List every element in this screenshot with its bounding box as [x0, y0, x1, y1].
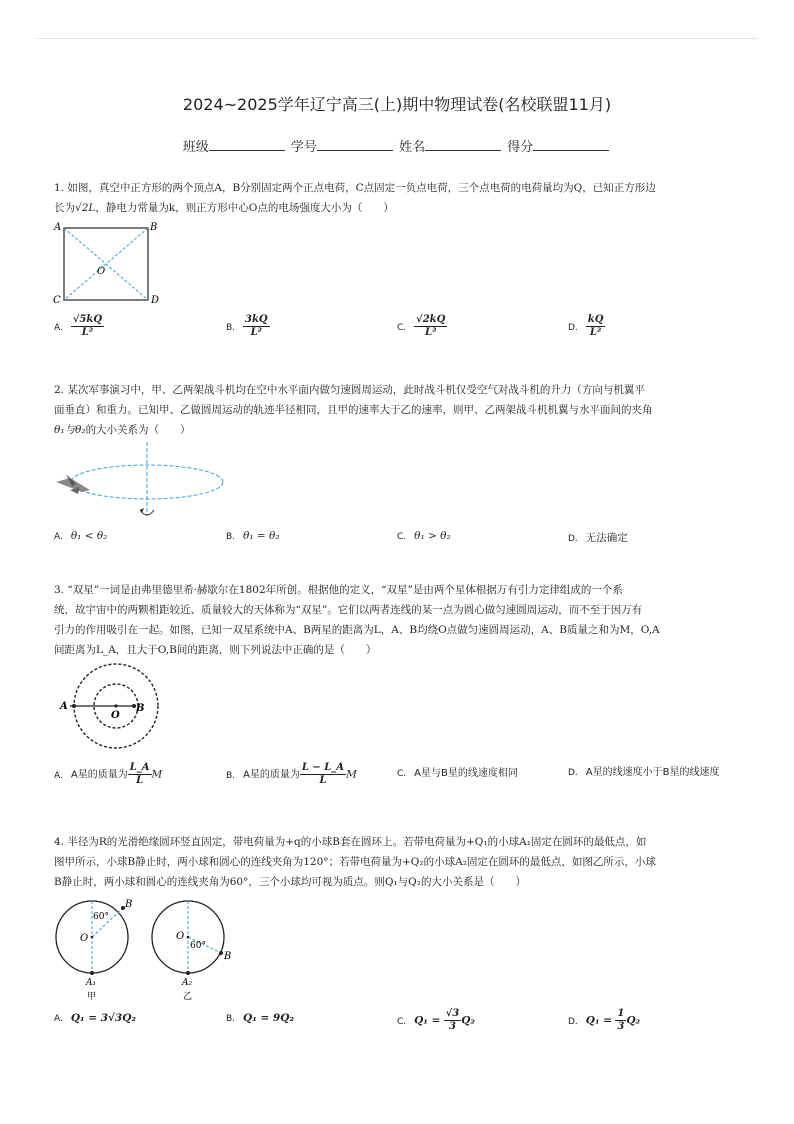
q3-line3: 引力的作用吸引在一起。如图，已知一双星系统中A、B两星的距离为L，A、B均绕O点做匀速圆周运动，A、B质量之和为M，O,A [54, 624, 660, 636]
q4-fig1-angle: 60° [93, 912, 109, 922]
top-rule [36, 38, 758, 39]
q3-binary-star-figure [56, 662, 166, 752]
question-1-stem [54, 178, 740, 218]
q1-label-o: O [97, 266, 106, 277]
q1-line2-b: ，静电力常量为k，则正方形中心O点的电场强度大小为（ ） [95, 202, 394, 214]
q4-fig2-b: B [224, 951, 232, 962]
q4-fig2-angle: 60° [190, 941, 206, 951]
q4-option-b[interactable]: B. Q₁ = 9Q₂ [226, 1012, 294, 1024]
q1-square-figure [50, 220, 160, 310]
question-3-stem [54, 580, 740, 660]
q1-math: √2L [75, 202, 96, 214]
q2-line2: 面垂直）和重力。已知甲、乙做圆周运动的轨迹半径相同，且甲的速率大于乙的速率，则甲、乙两架战斗机机翼与水平面间的夹角 [54, 404, 653, 416]
field-class: 班级 [182, 140, 209, 155]
q3-line4: 间距离为L_A，且大于O,B间的距离，则下列说法中正确的是（ ） [54, 644, 377, 656]
class-blank[interactable] [209, 138, 285, 151]
question-4-stem [54, 832, 740, 892]
fighter-jet-icon [56, 474, 90, 494]
q2-line3 [54, 420, 740, 440]
q1-option-d[interactable]: D. $\frac{kQ}{\text{L²}}$ [568, 314, 604, 338]
q3-label-a: A [60, 701, 68, 712]
q4-line2: 图甲所示，小球B静止时，两小球和圆心的连线夹角为120°；若带电荷量为+Q₂的小球A₂固定在圆环的最低点，如图乙所示，小球 [54, 856, 656, 868]
q4-fig2-a: A₂ [182, 978, 193, 988]
q4-figure-yi [150, 895, 240, 1005]
q1-label-d: D [151, 295, 160, 306]
student-info [0, 136, 794, 155]
q3-line2: 统，故宇宙中的两颗相距较近、质量较大的天体称为“双星”。它们以两者连线的某一点为圆心做匀速圆周运动，而不至于因万有 [54, 604, 643, 616]
q4-fig1-a: A₁ [86, 978, 97, 988]
q1-option-a[interactable]: A. $\frac{√5kQ}{\text{L²}}$ [54, 314, 103, 338]
score-blank[interactable] [533, 138, 609, 151]
field-name: 姓名 [399, 140, 426, 155]
q2-option-c[interactable]: C. θ₁ > θ₂ [397, 530, 451, 542]
q4-option-a[interactable]: A. Q₁ = 3√3Q₂ [54, 1012, 136, 1024]
q3-label-o: O [111, 710, 120, 721]
q3-option-c[interactable]: C. A星与B星的线速度相同 [397, 768, 518, 779]
field-score: 得分 [507, 140, 534, 155]
paper-title: 2024~2025学年辽宁高三(上)期中物理试卷(名校联盟11月) [182, 95, 612, 114]
q2-option-d[interactable]: D. 无法确定 [568, 532, 628, 544]
q2-line3-text: 的大小关系为（ ） [85, 424, 191, 436]
q1-line2-a: 长为 [54, 202, 75, 214]
q2-option-a[interactable]: A. θ₁ < θ₂ [54, 530, 108, 542]
q2-option-b[interactable]: B. θ₁ = θ₂ [226, 530, 280, 542]
q1-option-b[interactable]: B. $\frac{3kQ}{\text{L²}}$ [226, 314, 268, 338]
q4-option-c[interactable]: C. Q₁ = $\frac{√3}{3}$ Q₂ [397, 1008, 475, 1032]
name-blank[interactable] [425, 138, 501, 151]
q4-line3: B静止时，两小球和圆心的连线夹角为60°，三个小球均可视为质点。则Q₁与Q₂的大小关系是（ ） [54, 876, 526, 888]
question-2-stem [54, 380, 740, 440]
q4-fig2-o: O [176, 931, 185, 942]
q1-line1: 1. 如图，真空中正方形的两个顶点A，B分别固定两个正点电荷，C点固定一负点电荷，三个点电荷的电荷量均为Q，已知正方形边 [54, 182, 656, 194]
q4-line1: 4. 半径为R的光滑绝缘圆环竖直固定，带电荷量为+q的小球B套在圆环上。若带电荷量为+Q₁的小球A₁固定在圆环的最低点，如 [54, 836, 647, 848]
q1-option-c[interactable]: C. $\frac{√2kQ}{\text{L²}}$ [397, 314, 446, 338]
q3-option-d[interactable]: D. A星的线速度小于B星的线速度 [568, 767, 720, 778]
q1-label-b: B [150, 222, 158, 233]
q1-label-a: A [54, 222, 62, 233]
q2-line1: 2. 某次军事演习中，甲、乙两架战斗机均在空中水平面内做匀速圆周运动，此时战斗机仅受空气对战斗机的升力（方向与机翼平 [54, 384, 645, 396]
field-id: 学号 [290, 140, 317, 155]
q4-option-d[interactable]: D. Q₁ = $\frac{1}{3}$ Q₂ [568, 1008, 641, 1032]
q3-line1: 3. “双星”一词是由弗里德里希·赫歇尔在1802年所创。根据他的定义，“双星”是由两个星体根据万有引力定律组成的一个系 [54, 584, 623, 596]
q2-math: θ₁与θ₂ [54, 424, 86, 436]
q1-label-c: C [53, 295, 61, 306]
q3-option-b[interactable]: B. A星的质量为 $\frac{L - L\_A}{L}$ M [226, 762, 357, 786]
q3-option-a[interactable]: A. A星的质量为 $\frac{L\_A}{L}$ M [54, 762, 163, 786]
q4-fig1-b: B [125, 899, 133, 910]
q3-label-b: B [136, 703, 145, 714]
q1-line2 [54, 198, 740, 218]
q4-figure-jia [52, 895, 142, 1005]
id-blank[interactable] [317, 138, 393, 151]
q4-fig1-caption: 甲 [87, 992, 97, 1002]
q4-fig1-o: O [80, 933, 89, 944]
q4-fig2-caption: 乙 [183, 992, 193, 1002]
q2-orbit-figure [52, 440, 232, 525]
